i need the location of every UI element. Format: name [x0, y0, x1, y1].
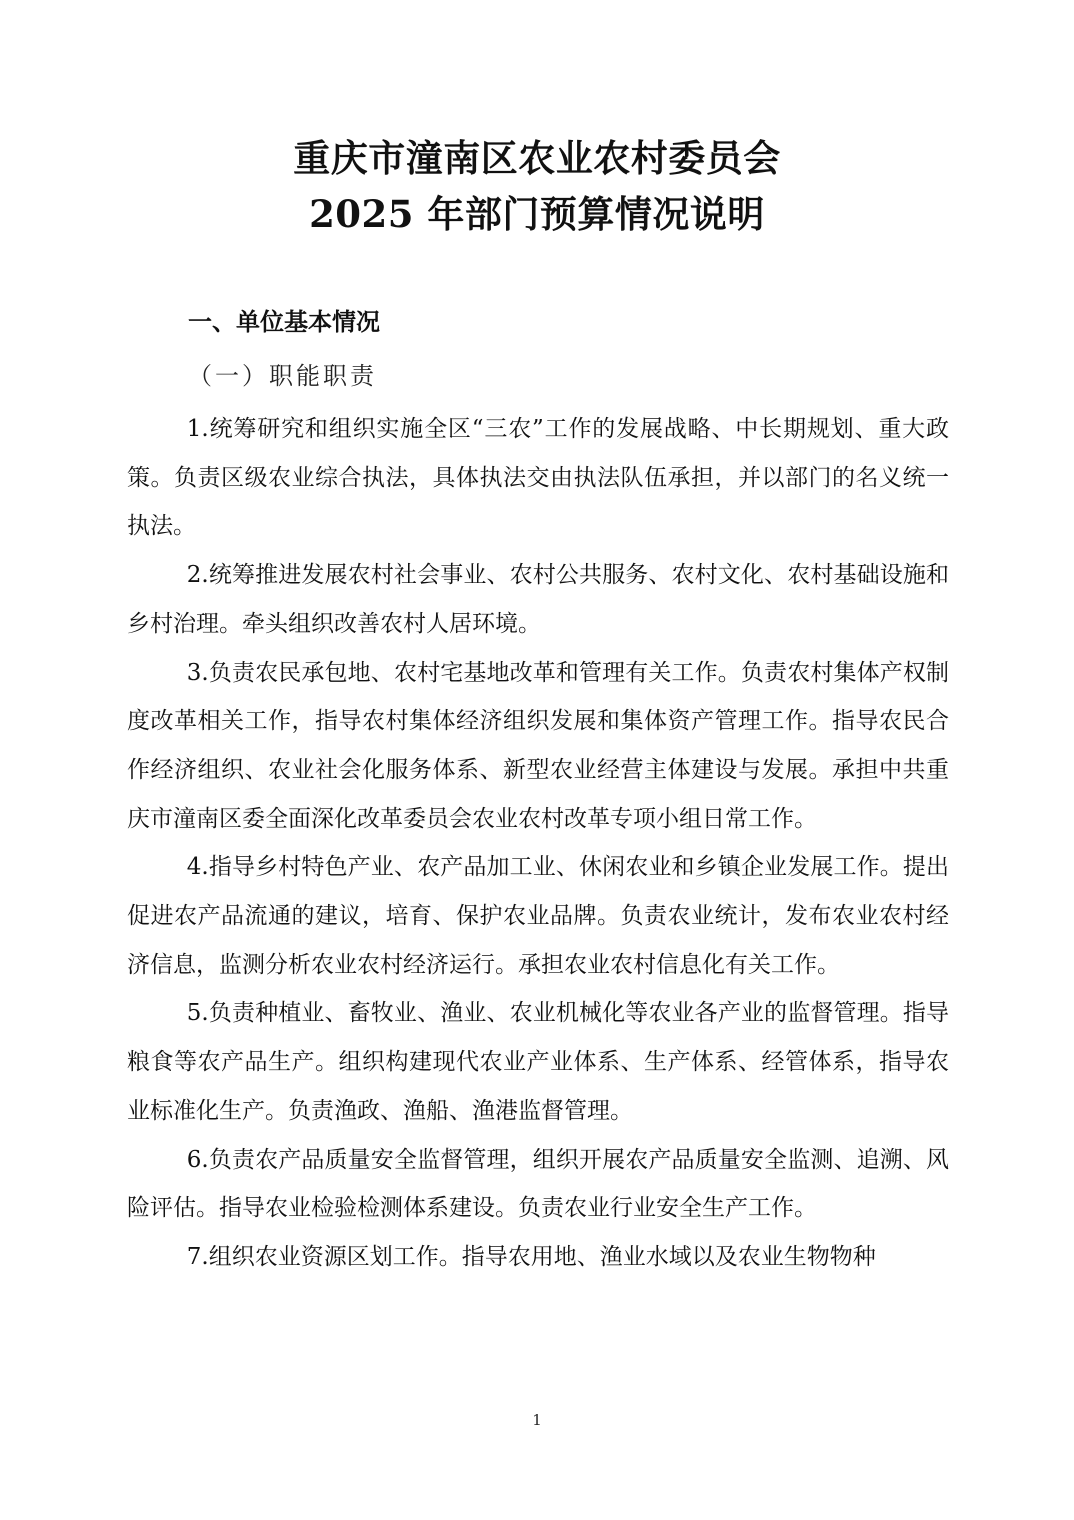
page-number: 1	[532, 1411, 542, 1429]
title-line-1: 重庆市潼南区农业农村委员会	[293, 136, 781, 180]
paragraph-6: 6.负责农产品质量安全监督管理，组织开展农产品质量安全监测、追溯、风险评估。指导农业检验检测体系建设。负责农业行业安全生产工作。	[127, 1146, 949, 1222]
sub-heading: （一）职能职责	[188, 362, 377, 390]
paragraph-5: 5.负责种植业、畜牧业、渔业、农业机械化等农业各产业的监督管理。指导粮食等农产品生产。组织构建现代农业产业体系、生产体系、经管体系，指导农业标准化生产。负责渔政、渔船、渔港监督管理。	[127, 1000, 949, 1124]
body-text	[127, 405, 949, 1282]
section-heading: 一、单位基本情况	[188, 308, 380, 336]
paragraph-1: 1.统筹研究和组织实施全区“三农”工作的发展战略、中长期规划、重大政策。负责区级农业综合执法，具体执法交由执法队伍承担，并以部门的名义统一执法。	[127, 416, 949, 540]
paragraph-2: 2.统筹推进发展农村社会事业、农村公共服务、农村文化、农村基础设施和乡村治理。牵头组织改善农村人居环境。	[127, 562, 949, 637]
paragraph-3: 3.负责农民承包地、农村宅基地改革和管理有关工作。负责农村集体产权制度改革相关工作，指导农村集体经济组织发展和集体资产管理工作。指导农民合作经济组织、农业社会化服务体系、新型农业经营主体建设与发展。承担中共重庆市潼南区委全面深化改革委员会农业农村改革专项小组日常工作。	[127, 659, 949, 832]
document-title	[0, 130, 1074, 242]
title-line-2: 2025 年部门预算情况说明	[309, 192, 765, 236]
paragraph-7: 7.组织农业资源区划工作。指导农用地、渔业水域以及农业生物物种	[186, 1243, 876, 1270]
paragraph-4: 4.指导乡村特色产业、农产品加工业、休闲农业和乡镇企业发展工作。提出促进农产品流通的建议，培育、保护农业品牌。负责农业统计，发布农业农村经济信息，监测分析农业农村经济运行。承担农业农村信息化有关工作。	[127, 854, 949, 978]
